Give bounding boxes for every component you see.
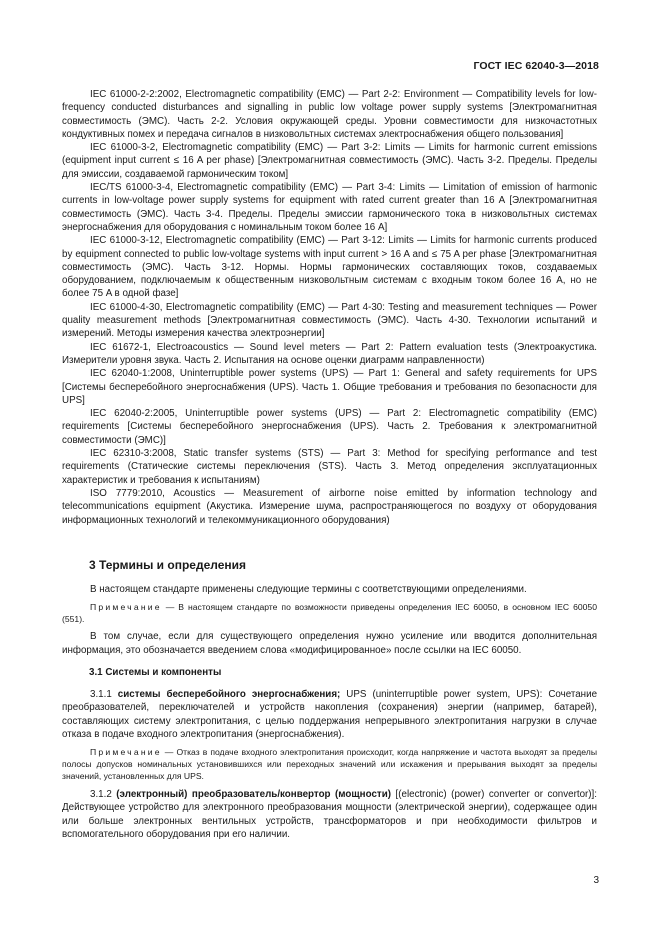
reference-item: ISO 7779:2010, Acoustics — Measurement of airborne noise emitted by information technology and telecommunications equipment (Акустика. Измерение шума, распространяющегося по воздуху от оборудования информационных технологий и телекоммуникационного оборудования) bbox=[62, 487, 597, 526]
paragraph: В том случае, если для существующего определения нужно усиление или вводится дополнительная информация, это обозначается введением слова «модифицированное» после ссылки на IEC 60050. bbox=[62, 631, 597, 656]
note-text: — В настоящем стандарте по возможности приведены определения IEC 60050, в основном IEC 60050 (551). bbox=[62, 602, 597, 625]
section-intro: В настоящем стандарте применены следующие термины с соответствующими определениями. bbox=[90, 584, 527, 595]
note-1 bbox=[62, 601, 597, 625]
section-title: 3 Термины и определения bbox=[89, 558, 247, 572]
document-header: ГОСТ IEC 62040-3—2018 bbox=[473, 60, 599, 72]
reference-item: IEC 61000-3-12, Electromagnetic compatibility (EMC) — Part 3-12: Limits — Limits for harmonic currents produced by equipment connected to public low-voltage systems with input current > 16 A and ≤ 75 A per phase [Электромагнитная совместимость (ЭМС). Часть 3-12. Нормы. Нормы гармонических составляющих токов, создаваемых оборудованием, подключаемым к общественным низковольтным системам с входным током более 16 A, но не более 75 A в одной фазе] bbox=[62, 235, 597, 300]
definition-term: (электронный) преобразователь/конвертор (мощности) bbox=[116, 789, 391, 801]
definition-text: UPS (uninterruptible power system, UPS): Сочетание преобразователей, переключателей и устройств накопления (сохранения) энергии (например, батарей), составляющих систему электропитания, с целью поддержания непрерывного электропитания нагрузки в случае отказа в подаче входного электропитания (энергоснабжения). bbox=[62, 689, 598, 740]
reference-item: IEC 61000-4-30, Electromagnetic compatibility (EMC) — Part 4-30: Testing and measurement techniques — Power quality measurement methods [Электромагнитная совместимость (ЭМС). Часть 4-30. Технологии испытаний и измерений. Методы измерения качества электроэнергии] bbox=[62, 301, 597, 340]
definition-3-1-1 bbox=[62, 688, 597, 741]
definition-number: 3.1.2 bbox=[90, 789, 117, 801]
reference-item: IEC 61000-2-2:2002, Electromagnetic compatibility (EMC) — Part 2-2: Environment — Compatibility levels for low-frequency conducted disturbances and signalling in public low voltage power supply systems [Электромагнитная совместимость (ЭМС). Часть 2-2. Условия окружающей среды. Уровни совместимости для низкочастотных кондуктивных помех и передача сигналов в низковольтных системах электроснабжения общего пользования] bbox=[62, 89, 597, 140]
reference-item: IEC 62040-1:2008, Uninterruptible power systems (UPS) — Part 1: General and safety requirements for UPS [Системы бесперебойного энергоснабжения (UPS). Часть 1. Общие требования и требования по безопасности для UPS] bbox=[62, 368, 597, 406]
definitions-block bbox=[62, 688, 597, 841]
reference-item: IEC 62040-2:2005, Uninterruptible power systems (UPS) — Part 2: Electromagnetic compatibility (EMC) requirements [Системы бесперебойного энергоснабжения (UPS). Часть 2. Требования к электромагнитной совместимости (ЭМС)] bbox=[62, 408, 597, 446]
definition-3-1-2 bbox=[62, 788, 597, 841]
section-intro-block bbox=[62, 583, 597, 657]
note-label: Примечание bbox=[90, 602, 162, 613]
normative-references bbox=[62, 88, 597, 527]
page-number: 3 bbox=[593, 875, 599, 886]
definition-text: [(electronic) (power) converter or convertor)]: Действующее устройство для электронного преобразования мощности (электрической энергии), содержащее один или больше электронных вентильных устройств, трансформаторов и при необходимости фильтров и вспомогательного оборудования при его наличии. bbox=[62, 789, 598, 841]
reference-item: IEC 62310-3:2008, Static transfer systems (STS) — Part 3: Method for specifying performance and test requirements (Статические системы переключения (STS). Часть 3. Метод определения эксплуатационных характеристик и требования к испытаниям) bbox=[62, 448, 597, 486]
subsection-title: 3.1 Системы и компоненты bbox=[89, 667, 222, 678]
reference-item: IEC 61672-1, Electroacoustics — Sound level meters — Part 2: Pattern evaluation tests (Электроакустика. Измерители уровня звука. Часть 2. Испытания на основе оценки диаграмм направленности) bbox=[62, 341, 597, 366]
note-2 bbox=[62, 746, 597, 782]
reference-item: IEC 61000-3-2, Electromagnetic compatibility (EMC) — Part 3-2: Limits — Limits for harmonic current emissions (equipment input current ≤ 16 A per phase) [Электромагнитная совместимость (ЭМС). Часть 3-2. Пределы. Пределы для эмиссии, создаваемой гармоническим током] bbox=[62, 142, 597, 180]
definition-term: системы бесперебойного энергоснабжения; bbox=[117, 689, 341, 700]
note-label: Примечание bbox=[90, 747, 162, 758]
note-text: — Отказ в подаче входного электропитания происходит, когда напряжение и частота выходят за пределы полосы допусков номинальных установившихся или переходных значений или искажения и прерывания выходят за пределы значений, установленных для UPS. bbox=[62, 747, 597, 782]
reference-item: IEC/TS 61000-3-4, Electromagnetic compatibility (EMC) — Part 3-4: Limits — Limitation of emission of harmonic currents in low-voltage power supply systems for equipment with rated current greater than 16 A [Электромагнитная совместимость (ЭМС). Часть 3-4. Пределы. Пределы эмиссии гармонического тока в низковольтных системах энергоснабжения для оборудования с номинальным током более 16 A] bbox=[62, 182, 597, 233]
definition-number: 3.1.1 bbox=[90, 689, 118, 700]
